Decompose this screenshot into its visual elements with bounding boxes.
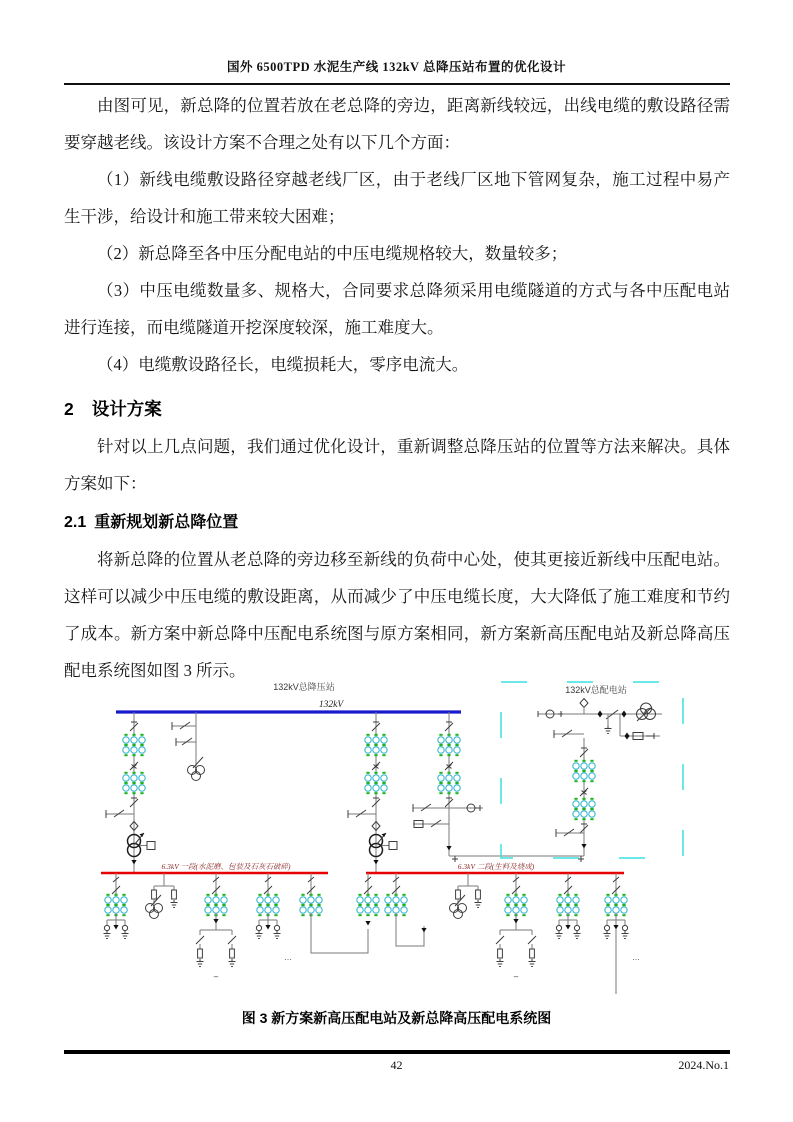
mv-feeders-bus-1 bbox=[104, 873, 380, 967]
issue-number: 2024.No.1 bbox=[678, 1058, 729, 1072]
continuation-ellipsis: … bbox=[632, 953, 640, 962]
header-rule bbox=[64, 83, 730, 85]
list-item: （1）新线电缆敷设路径穿越老线厂区，由于老线厂区地下管网复杂，施工过程中易产生干涉，给设计和施工带来较大困难； bbox=[64, 170, 730, 226]
running-header-title: 国外 6500TPD 水泥生产线 132kV 总降压站布置的优化设计 bbox=[226, 60, 566, 74]
continuation-dash: – bbox=[213, 972, 219, 981]
footer-rule bbox=[64, 1050, 730, 1054]
article-body bbox=[64, 87, 730, 689]
label-mv-bus-2: 6.3kV 二段(生料及烧成) bbox=[457, 862, 535, 871]
section-title: 设计方案 bbox=[91, 399, 162, 419]
list-item: （3）中压电缆数量多、规格大，合同要求总降须采用电缆隧道的方式与各中压配电站进行连接，而电缆隧道开挖深度较深，施工难度大。 bbox=[64, 281, 730, 337]
figure-caption: 图 3 新方案新高压配电站及新总降高压配电系统图 bbox=[241, 1010, 552, 1026]
subsection-number: 2.1 bbox=[64, 514, 87, 531]
continuation-ellipsis: … bbox=[284, 953, 292, 962]
continuation-dash: – bbox=[513, 972, 519, 981]
hv-feeder-transformer-2 bbox=[348, 712, 397, 873]
label-main-substation: 132kV总降压站 bbox=[273, 682, 335, 692]
hv-feeder-transformer-1 bbox=[106, 712, 155, 873]
paragraph: 由图可见，新总降的位置若放在老总降的旁边，距离新线较远，出线电缆的敷设路径需要穿越老线。该设计方案不合理之处有以下几个方面： bbox=[64, 96, 730, 152]
label-mv-bus-1: 6.3kV 一段(水泥磨、包装及石灰石破碎) bbox=[161, 862, 291, 871]
subsection-title: 重新规划新总降位置 bbox=[94, 514, 239, 531]
hv-pt-branch bbox=[172, 712, 205, 781]
section-number: 2 bbox=[64, 399, 74, 419]
label-dist-substation: 132kV总配电站 bbox=[565, 685, 627, 695]
list-item: （4）电缆敷设路径长，电缆损耗大，零序电流大。 bbox=[97, 355, 469, 374]
figure-diagram bbox=[76, 676, 720, 1010]
label-hv-bus: 132kV bbox=[318, 700, 344, 710]
list-item: （2）新总降至各中压分配电站的中压电缆规格较大，数量较多； bbox=[97, 244, 568, 263]
mv-feeders-bus-2 bbox=[385, 873, 629, 994]
paragraph: 将新总降的位置从老总降的旁边移至新线的负荷中心处，使其更接近新线中压配电站。这样可以减少中压电缆的敷设距离，从而减少了中压电缆长度，大大降低了施工难度和节约了成本。新方案中新总降中压配电系统图与原方案相同，新方案新高压配电站及新总降高压配电系统图如图 3 所示。 bbox=[64, 550, 730, 680]
section-heading bbox=[64, 392, 730, 426]
paragraph: 针对以上几点问题，我们通过优化设计，重新调整总降压站的位置等方法来解决。具体方案如下： bbox=[64, 437, 730, 493]
subsection-heading bbox=[64, 507, 730, 539]
dist-station-circuit bbox=[538, 699, 662, 857]
page-number: 42 bbox=[390, 1058, 403, 1072]
